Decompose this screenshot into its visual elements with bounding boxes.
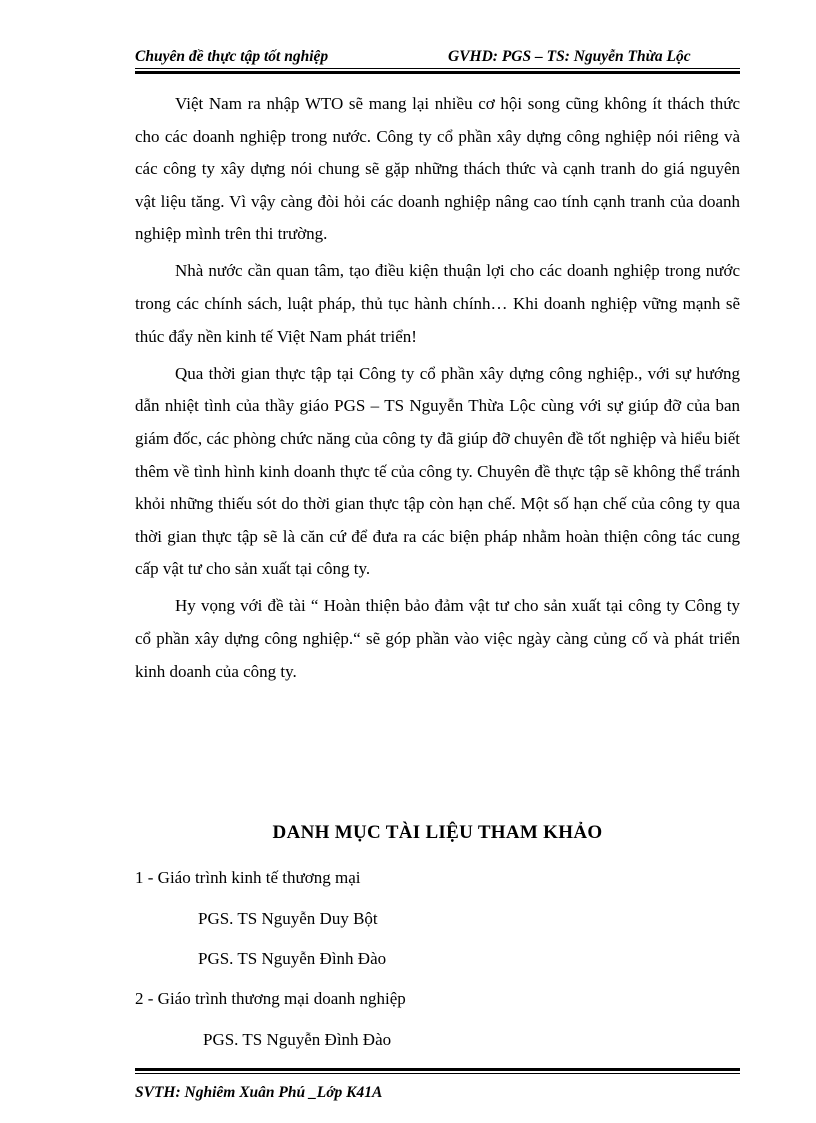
header-rule-thick — [135, 71, 740, 74]
reference-author-1: PGS. TS Nguyễn Duy Bột — [198, 909, 378, 928]
header-title: Chuyên đề thực tập tốt nghiệp — [135, 48, 329, 65]
paragraph-2: Nhà nước cần quan tâm, tạo điều kiện thuận lợi cho các doanh nghiệp trong nước trong các chính sách, luật pháp, thủ tục hành chính… Khi doanh nghiệp vững mạnh sẽ thúc đẩy nền kinh tế Việt Nam phát triển! — [135, 261, 740, 346]
reference-item-2: 2 - Giáo trình thương mại doanh nghiệp — [135, 989, 406, 1008]
reference-item-1: 1 - Giáo trình kinh tế thương mại — [135, 868, 361, 887]
reference-author-2: PGS. TS Nguyễn Đình Đào — [198, 949, 387, 968]
paragraph-1: Việt Nam ra nhập WTO sẽ mang lại nhiều cơ hội song cũng không ít thách thức cho các doanh nghiệp trong nước. Công ty cổ phần xây dựng công nghiệp nói riêng và các công ty xây dựng nói chung sẽ gặp những thách thức và cạnh tranh do giá nguyên vật liệu tăng. Vì vậy càng đòi hỏi các doanh nghiệp nâng cao tính cạnh tranh của doanh nghiệp mình trên thi trường. — [135, 94, 740, 244]
reference-author-3: PGS. TS Nguyễn Đình Đào — [203, 1030, 392, 1049]
page-header — [135, 48, 740, 68]
body-text — [135, 88, 740, 693]
header-advisor: GVHD: PGS – TS: Nguyễn Thừa Lộc — [448, 48, 691, 65]
footer-rule-thick — [135, 1068, 740, 1071]
header-rule-thin — [135, 68, 740, 69]
references-title: DANH MỤC TÀI LIỆU THAM KHẢO — [272, 822, 603, 843]
paragraph-4: Hy vọng với đề tài “ Hoàn thiện bảo đảm vật tư cho sản xuất tại công ty Công ty cổ phần xây dựng công nghiệp.“ sẽ góp phần vào việc ngày càng củng cố và phát triển kinh doanh của công ty. — [135, 596, 740, 681]
footer-rule-thin — [135, 1073, 740, 1074]
page-footer: SVTH: Nghiêm Xuân Phú _Lớp K41A — [135, 1084, 383, 1101]
paragraph-3: Qua thời gian thực tập tại Công ty cổ phần xây dựng công nghiệp., với sự hướng dẫn nhiệt tình của thầy giáo PGS – TS Nguyễn Thừa Lộc cùng với sự giúp đỡ của ban giám đốc, các phòng chức năng của công ty đã giúp đỡ chuyên đề tốt nghiệp và hiểu biết thêm về tình hình kinh doanh thực tế của công ty. Chuyên đề thực tập sẽ không thể tránh khỏi những thiếu sót do thời gian thực tập còn hạn chế. Một số hạn chế của công ty qua thời gian thực tập sẽ là căn cứ để đưa ra các biện pháp nhằm hoàn thiện công tác cung cấp vật tư cho sản xuất tại công ty. — [135, 363, 740, 579]
